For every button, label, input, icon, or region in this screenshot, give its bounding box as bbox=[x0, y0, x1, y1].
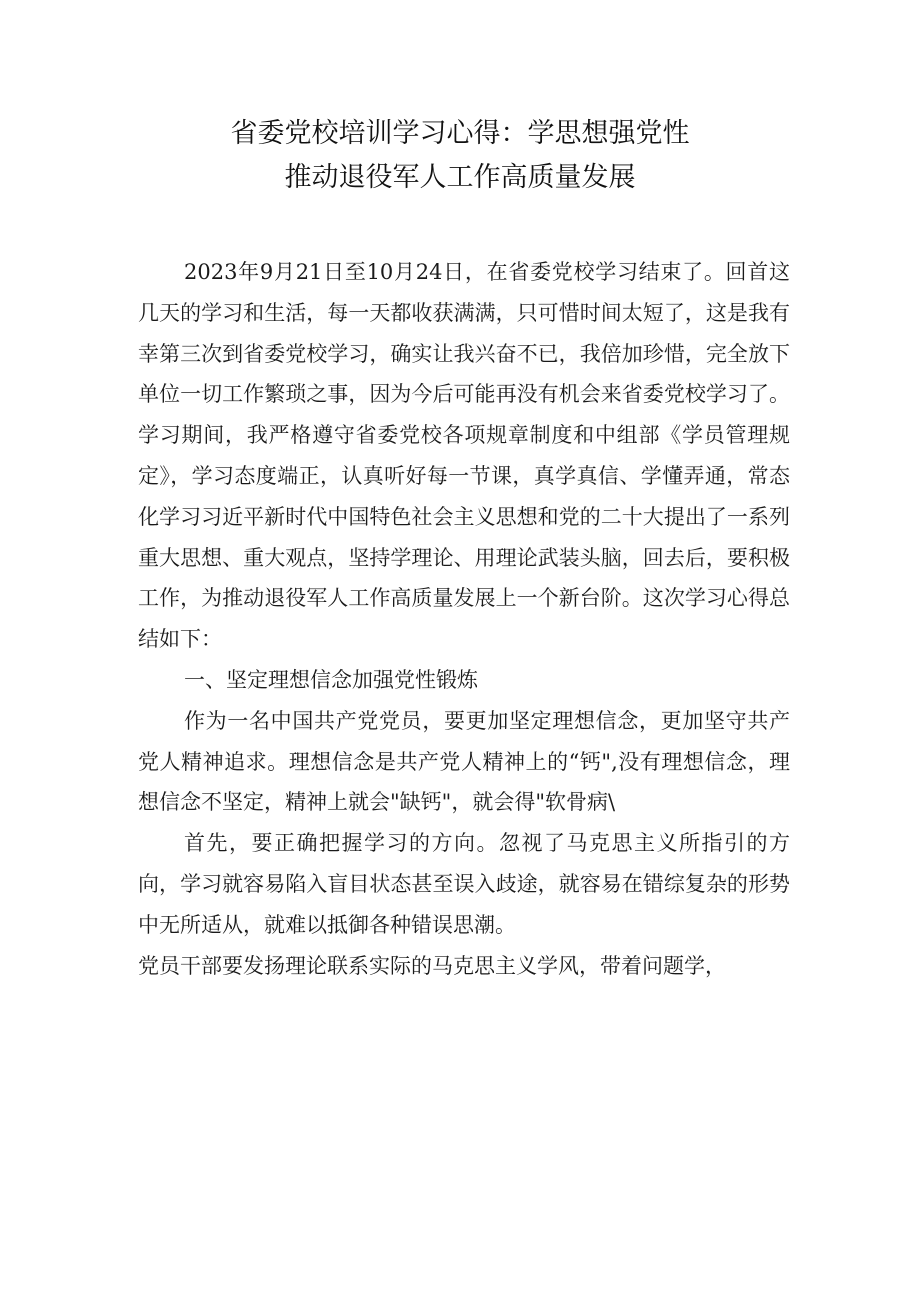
paragraph-cadres: 党员干部要发扬理论联系实际的马克思主义学风，带着问题学， bbox=[138, 953, 726, 978]
paragraph-ideals: 作为一名中国共产党党员，要更加坚定理想信念，更加坚守共产党人精神追求。理想信念是共产党人精神上的“钙",没有理想信念，理想信念不坚定，精神上就会"缺钙"，就会得"软骨病\ bbox=[138, 708, 790, 815]
document-title bbox=[0, 112, 920, 200]
section-heading-1: 一、坚定理想信念加强党性锻炼 bbox=[184, 667, 478, 692]
document-body bbox=[138, 252, 790, 986]
paragraph-first: 首先，要正确把握学习的方向。忽视了马克思主义所指引的方向，学习就容易陷入盲目状态甚至误入歧途，就容易在错综复杂的形势中无所适从，就难以抵御各种错误思潮。 bbox=[138, 831, 790, 937]
title-line-2: 推动退役军人工作高质量发展 bbox=[284, 162, 636, 193]
paragraph-intro: 2023年9月21日至10月24日，在省委党校学习结束了。回首这几天的学习和生活，每一天都收获满满，只可惜时间太短了，这是我有幸第三次到省委党校学习，确实让我兴奋不已，我倍加珍惜，完全放下单位一切工作繁琐之事，因为今后可能再没有机会来省委党校学习了。学习期间，我严格遵守省委党校各项规章制度和中组部《学员管理规定》，学习态度端正，认真听好每一节课，真学真信、学懂弄通，常态化学习习近平新时代中国特色社会主义思想和党的二十大提出了一系列重大思想、重大观点，坚持学理论、用理论武装头脑，回去后，要积极工作，为推动退役军人工作高质量发展上一个新台阶。这次学习心得总结如下： bbox=[138, 260, 790, 652]
title-line-1: 省委党校培训学习心得：学思想强党性 bbox=[230, 118, 690, 149]
